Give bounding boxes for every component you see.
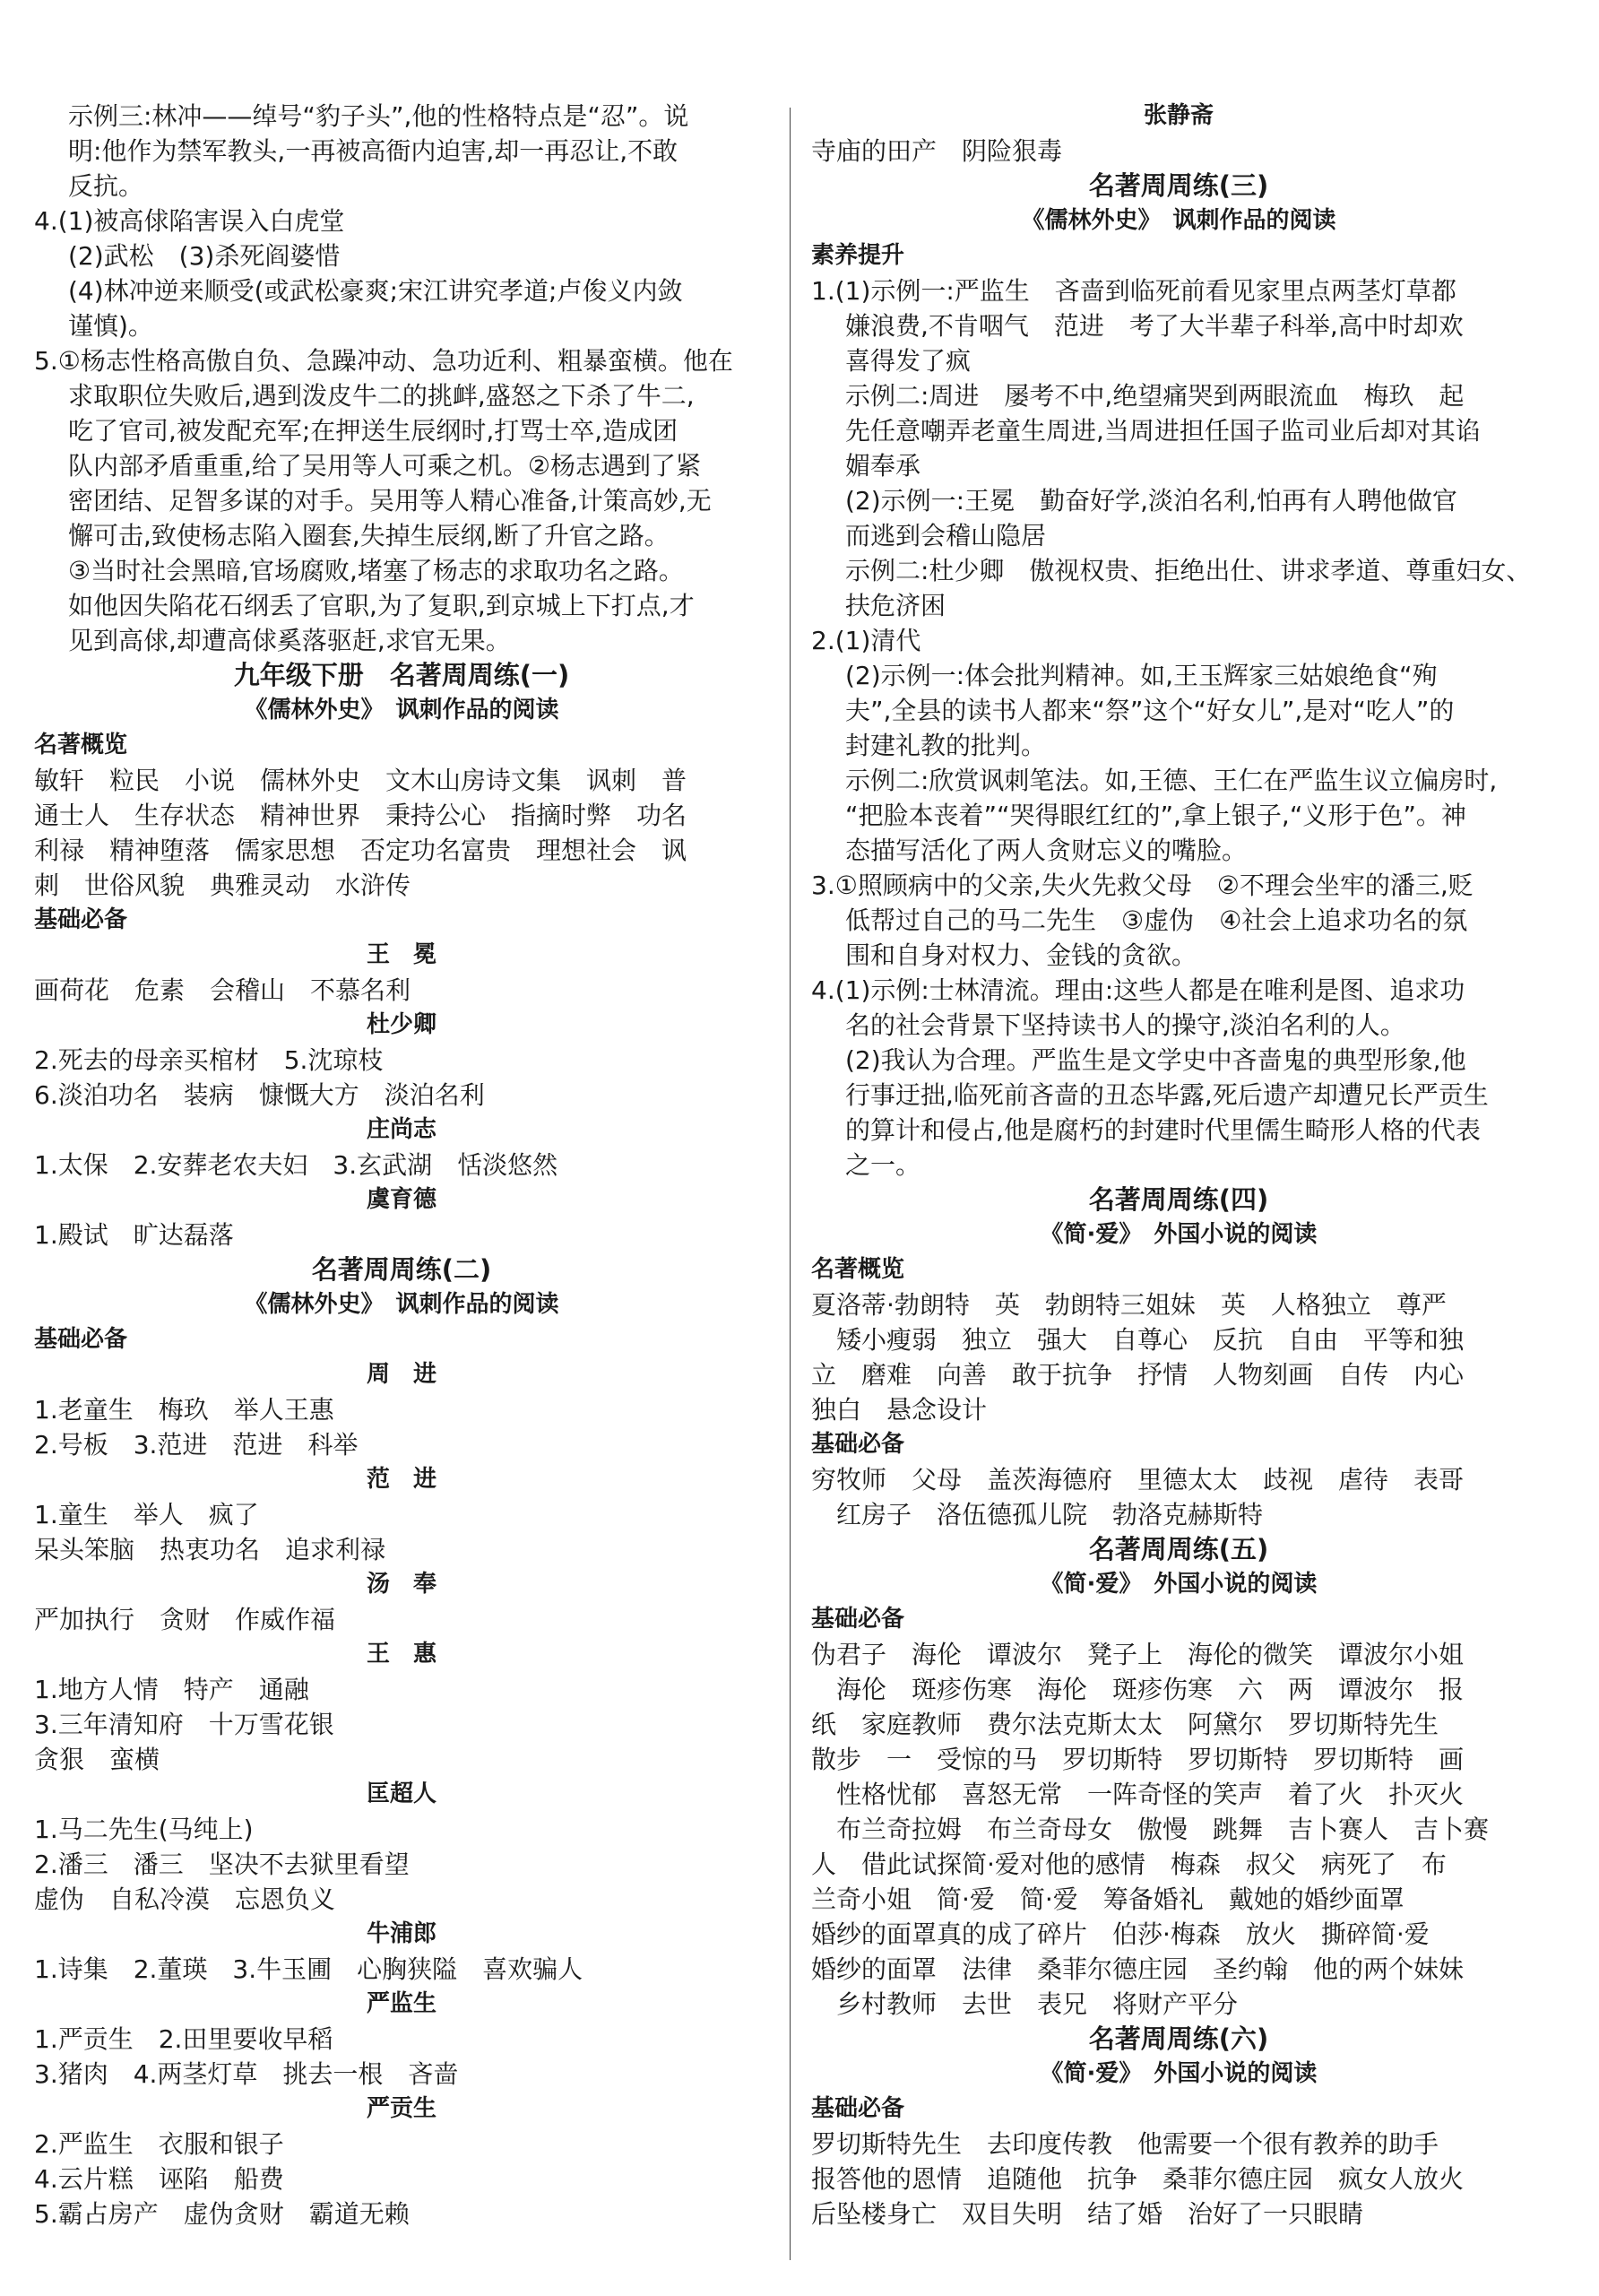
- text-line-indented: 的算计和侵占,他是腐朽的封建时代里儒生畸形人格的代表: [845, 1115, 1481, 1145]
- text-line: 乡村教师 去世 表兄 将财产平分: [811, 1989, 1239, 2019]
- text-line: 3.①照顾病中的父亲,失火先救父母 ②不理会坐牢的潘三,贬: [811, 871, 1474, 900]
- text-line: 6.淡泊功名 装病 慷慨大方 淡泊名利: [34, 1080, 485, 1110]
- text-line-indented: 态描写活化了两人贪财忘义的嘴脸。: [845, 836, 1248, 865]
- text-line-indented: 嫌浪费,不肯咽气 范进 考了大半辈子科举,高中时却欢: [845, 311, 1464, 341]
- text-line: 夏洛蒂·勃朗特 英 勃朗特三姐妹 英 人格独立 尊严: [811, 1290, 1447, 1320]
- part-label: 基础必备: [811, 2095, 905, 2122]
- subtitle: 《简·爱》 外国小说的阅读: [1040, 1571, 1318, 1598]
- part-label: 名著概览: [811, 1256, 905, 1283]
- text-line-indented: (2)示例一:体会批判精神。如,王玉辉家三姑娘绝食“殉: [845, 661, 1438, 690]
- subtitle: 《儒林外史》 讽刺作品的阅读: [244, 1291, 559, 1318]
- part-label: 素养提升: [811, 242, 905, 269]
- character-heading: 王 冕: [366, 941, 436, 968]
- text-line: 纸 家庭教师 费尔法克斯太太 阿黛尔 罗切斯特先生: [811, 1710, 1439, 1739]
- text-line-indented: 懈可击,致使杨志陷入圈套,失掉生辰纲,断了升官之路。: [68, 521, 670, 550]
- text-line: 罗切斯特先生 去印度传教 他需要一个很有教养的助手: [811, 2129, 1439, 2159]
- text-line-indented: 吃了官司,被发配充军;在押送生辰纲时,打骂士卒,造成团: [68, 416, 678, 446]
- character-heading: 周 进: [366, 1361, 436, 1388]
- character-heading: 牛浦郎: [366, 1920, 436, 1947]
- character-heading: 匡超人: [366, 1780, 436, 1807]
- character-heading: 王 惠: [366, 1641, 436, 1668]
- part-label: 名著概览: [34, 732, 128, 758]
- text-line: 布兰奇拉姆 布兰奇母女 傲慢 跳舞 吉卜赛人 吉卜赛: [811, 1815, 1490, 1844]
- text-line: 1.老童生 梅玖 举人王惠: [34, 1395, 334, 1425]
- text-line: 2.号板 3.范进 范进 科举: [34, 1430, 359, 1460]
- section-title: 名著周周练(六): [1088, 2023, 1269, 2054]
- text-line-indented: 先任意嘲弄老童生周进,当周进担任国子监司业后却对其谄: [845, 416, 1481, 446]
- text-line: 后坠楼身亡 双目失明 结了婚 治好了一只眼睛: [811, 2199, 1364, 2229]
- section-title: 名著周周练(三): [1088, 170, 1269, 201]
- text-line: 海伦 斑疹伤寒 海伦 斑疹伤寒 六 两 谭波尔 报: [811, 1675, 1465, 1704]
- character-heading: 严监生: [366, 1990, 436, 2017]
- text-line: 1.童生 举人 疯了: [34, 1500, 259, 1529]
- text-line: 3.三年清知府 十万雪花银: [34, 1710, 334, 1739]
- text-line: 4.云片糕 诬陷 船费: [34, 2164, 284, 2194]
- text-line-indented: 低帮过自己的马二先生 ③虚伪 ④社会上追求功名的氛: [845, 905, 1468, 935]
- text-line-indented: 围和自身对权力、金钱的贪欲。: [845, 940, 1197, 970]
- text-line: 画荷花 危素 会稽山 不慕名利: [34, 975, 411, 1005]
- text-line: 1.(1)示例一:严监生 吝啬到临死前看见家里点两茎灯草都: [811, 276, 1456, 306]
- character-heading: 汤 奉: [366, 1571, 436, 1598]
- text-line-indented: 封建礼教的批判。: [845, 731, 1047, 760]
- text-line: 5.①杨志性格高傲自负、急躁冲动、急功近利、粗暴蛮横。他在: [34, 346, 733, 376]
- left-column: [34, 99, 769, 2269]
- text-line: 人 借此试探简·爱对他的感情 梅森 叔父 病死了 布: [811, 1850, 1447, 1879]
- text-line: 立 磨难 向善 敢于抗争 抒情 人物刻画 自传 内心: [811, 1360, 1465, 1390]
- text-line-indented: (2)示例一:王冕 勤奋好学,淡泊名利,怕再有人聘他做官: [845, 486, 1457, 516]
- text-line: 虚伪 自私冷漠 忘恩负义: [34, 1884, 336, 1914]
- text-line: 3.猪肉 4.两茎灯草 挑去一根 吝啬: [34, 2059, 459, 2089]
- text-line: 2.(1)清代: [811, 626, 921, 655]
- column-divider: [790, 108, 791, 2260]
- text-line: 婚纱的面罩真的成了碎片 伯莎·梅森 放火 撕碎简·爱: [811, 1919, 1430, 1949]
- text-line-indented: ③当时社会黑暗,官场腐败,堵塞了杨志的求取功名之路。: [68, 556, 684, 585]
- text-line-indented: 示例二:杜少卿 傲视权贵、拒绝出仕、讲求孝道、尊重妇女、: [845, 556, 1532, 585]
- subtitle: 《简·爱》 外国小说的阅读: [1040, 1221, 1318, 1248]
- part-label: 基础必备: [34, 1326, 128, 1353]
- text-line: 性格忧郁 喜怒无常 一阵奇怪的笑声 着了火 扑灭火: [811, 1780, 1465, 1809]
- text-line-indented: 夫”,全县的读书人都来“祭”这个“好女儿”,是对“吃人”的: [845, 696, 1455, 725]
- text-line-indented: 示例三:林冲——绰号“豹子头”,他的性格特点是“忍”。说: [68, 101, 689, 131]
- text-line-indented: 媚奉承: [845, 451, 921, 481]
- text-line: 1.地方人情 特产 通融: [34, 1675, 309, 1704]
- text-line: 严加执行 贪财 作威作福: [34, 1605, 336, 1634]
- text-line-indented: 队内部矛盾重重,给了吴用等人可乘之机。②杨志遇到了紧: [68, 451, 702, 481]
- text-line: 2.潘三 潘三 坚决不去狱里看望: [34, 1850, 410, 1879]
- text-line: 4.(1)示例:士林清流。理由:这些人都是在唯利是图、追求功: [811, 975, 1465, 1005]
- text-line: 报答他的恩情 追随他 抗争 桑菲尔德庄园 疯女人放火: [811, 2164, 1465, 2194]
- text-line: 散步 一 受惊的马 罗切斯特 罗切斯特 罗切斯特 画: [811, 1745, 1465, 1774]
- text-line-indented: 名的社会背景下坚持读书人的操守,淡泊名利的人。: [845, 1010, 1405, 1040]
- text-line-indented: 如他因失陷花石纲丢了官职,为了复职,到京城上下打点,才: [68, 591, 695, 620]
- part-label: 基础必备: [811, 1606, 905, 1633]
- text-line: 呆头笨脑 热衷功名 追求利禄: [34, 1535, 386, 1564]
- character-heading: 杜少卿: [366, 1011, 436, 1038]
- section-title: 名著周周练(四): [1088, 1184, 1269, 1215]
- text-line-indented: 谨慎)。: [68, 311, 153, 341]
- text-line-indented: 明:他作为禁军教头,一再被高衙内迫害,却一再忍让,不敢: [68, 136, 678, 166]
- text-line-indented: (2)我认为合理。严监生是文学史中吝啬鬼的典型形象,他: [845, 1045, 1466, 1075]
- text-line: 兰奇小姐 简·爱 简·爱 筹备婚礼 戴她的婚纱面罩: [811, 1884, 1405, 1914]
- text-line-indented: 示例二:欣赏讽刺笔法。如,王德、王仁在严监生议立偏房时,: [845, 766, 1498, 795]
- text-line: 5.霸占房产 虚伪贪财 霸道无赖: [34, 2199, 410, 2229]
- text-line: 敏轩 粒民 小说 儒林外史 文木山房诗文集 讽刺 普: [34, 766, 687, 795]
- text-line-indented: 之一。: [845, 1150, 921, 1180]
- text-line: 红房子 洛伍德孤儿院 勃洛克赫斯特: [811, 1500, 1264, 1529]
- text-line-indented: 见到高俅,却遭高俅奚落驱赶,求官无果。: [68, 626, 511, 655]
- text-line: 利禄 精神堕落 儒家思想 否定功名富贵 理想社会 讽: [34, 836, 687, 865]
- text-line: 通士人 生存状态 精神世界 秉持公心 指摘时弊 功名: [34, 801, 687, 830]
- text-line-indented: 扶危济困: [845, 591, 946, 620]
- text-line-indented: 示例二:周进 屡考不中,绝望痛哭到两眼流血 梅玖 起: [845, 381, 1465, 411]
- part-label: 基础必备: [34, 906, 128, 933]
- character-heading: 虞育德: [366, 1186, 436, 1213]
- character-heading: 庄尚志: [366, 1116, 436, 1143]
- text-line: 寺庙的田产 阴险狠毒: [811, 136, 1063, 166]
- text-line: 4.(1)被高俅陷害误入白虎堂: [34, 206, 345, 236]
- text-line: 婚纱的面罩 法律 桑菲尔德庄园 圣约翰 他的两个妹妹: [811, 1954, 1465, 1984]
- text-line: 独白 悬念设计: [811, 1395, 988, 1425]
- text-line-indented: 喜得发了疯: [845, 346, 972, 376]
- text-line-indented: 密团结、足智多谋的对手。吴用等人精心准备,计策高妙,无: [68, 486, 712, 516]
- text-line: 1.太保 2.安葬老农夫妇 3.玄武湖 恬淡悠然: [34, 1150, 558, 1180]
- text-line-indented: 行事迂拙,临死前吝啬的丑态毕露,死后遗产却遭兄长严贡生: [845, 1080, 1489, 1110]
- subtitle: 《儒林外史》 讽刺作品的阅读: [244, 697, 559, 723]
- section-title: 九年级下册 名著周周练(一): [233, 660, 570, 690]
- text-line-indented: “把脸本丧着”“哭得眼红红的”,拿上银子,“义形于色”。神: [845, 801, 1466, 830]
- text-line: 穷牧师 父母 盖茨海德府 里德太太 歧视 虐待 表哥: [811, 1465, 1465, 1495]
- text-line-indented: 而逃到会稽山隐居: [845, 521, 1047, 550]
- text-line-indented: 求取职位失败后,遇到泼皮牛二的挑衅,盛怒之下杀了牛二,: [68, 381, 695, 411]
- text-line: 矮小瘦弱 独立 强大 自尊心 反抗 自由 平等和独: [811, 1325, 1465, 1355]
- text-line-indented: (4)林冲逆来顺受(或武松豪爽;宋江讲究孝道;卢俊义内敛: [68, 276, 683, 306]
- text-line: 1.严贡生 2.田里要收早稻: [34, 2024, 333, 2054]
- subtitle: 《简·爱》 外国小说的阅读: [1040, 2060, 1318, 2087]
- character-heading: 张静斋: [1143, 102, 1214, 129]
- text-line: 1.殿试 旷达磊落: [34, 1220, 234, 1250]
- right-column: [811, 99, 1546, 2269]
- text-line: 1.马二先生(马纯上): [34, 1815, 254, 1844]
- text-line: 伪君子 海伦 谭波尔 凳子上 海伦的微笑 谭波尔小姐: [811, 1640, 1465, 1669]
- text-line: 贪狠 蛮横: [34, 1745, 160, 1774]
- text-line-indented: (2)武松 (3)杀死阎婆惜: [68, 241, 341, 271]
- character-heading: 范 进: [366, 1466, 436, 1493]
- section-title: 名著周周练(五): [1088, 1534, 1269, 1564]
- subtitle: 《儒林外史》 讽刺作品的阅读: [1021, 207, 1336, 234]
- section-title: 名著周周练(二): [311, 1254, 492, 1285]
- text-line: 2.死去的母亲买棺材 5.沈琼枝: [34, 1045, 384, 1075]
- text-line: 2.严监生 衣服和银子: [34, 2129, 284, 2159]
- text-line: 刺 世俗风貌 典雅灵动 水浒传: [34, 871, 411, 900]
- part-label: 基础必备: [811, 1431, 905, 1458]
- text-line-indented: 反抗。: [68, 171, 144, 201]
- character-heading: 严贡生: [366, 2095, 436, 2122]
- text-line: 1.诗集 2.董瑛 3.牛玉圃 心胸狭隘 喜欢骗人: [34, 1954, 583, 1984]
